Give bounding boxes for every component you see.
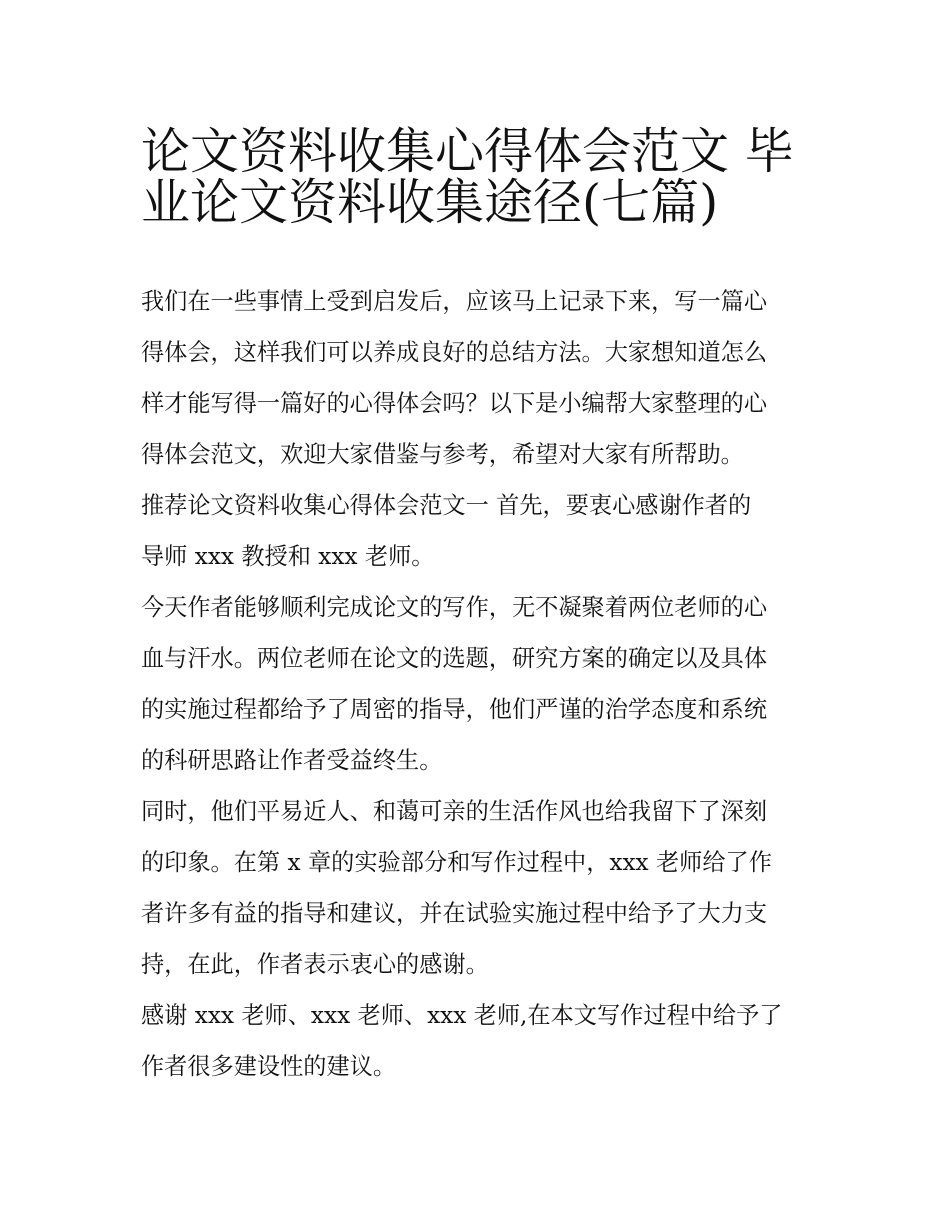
paragraph-line: 推荐论文资料收集心得体会范文一 首先，要衷心感谢作者的	[141, 492, 752, 519]
paragraph-line: 的科研思路让作者受益终生。	[141, 747, 443, 774]
document-body	[141, 276, 812, 1092]
paragraph-line: 得体会，这样我们可以养成良好的总结方法。大家想知道怎么	[141, 339, 768, 366]
paragraph-line: 持，在此，作者表示衷心的感谢。	[141, 951, 489, 978]
paragraph-line: 作者很多建设性的建议。	[141, 1053, 397, 1080]
paragraph-line: 今天作者能够顺利完成论文的写作，无不凝聚着两位老师的心	[141, 594, 768, 621]
paragraph-line: 我们在一些事情上受到启发后，应该马上记录下来，写一篇心	[141, 288, 768, 315]
paragraph-line: 者许多有益的指导和建议，并在试验实施过程中给予了大力支	[141, 900, 768, 927]
paragraph-line: 样才能写得一篇好的心得体会吗？以下是小编帮大家整理的心	[141, 390, 768, 417]
paragraph-intro	[141, 276, 812, 480]
paragraph-thanks-advisors	[141, 582, 812, 786]
paragraph-line: 的实施过程都给予了周密的指导，他们严谨的治学态度和系统	[141, 696, 768, 723]
paragraph-line: 的印象。在第 x 章的实验部分和写作过程中，xxx 老师给了作	[141, 849, 772, 876]
document-title	[141, 112, 812, 276]
paragraph-line: 得体会范文，欢迎大家借鉴与参考，希望对大家有所帮助。	[141, 441, 744, 468]
paragraph-line: 导师 xxx 教授和 xxx 老师。	[141, 543, 435, 570]
paragraph-thanks-teachers	[141, 990, 812, 1092]
paragraph-line: 血与汗水。两位老师在论文的选题，研究方案的确定以及具体	[141, 645, 768, 672]
paragraph-line: 感谢 xxx 老师、xxx 老师、xxx 老师,在本文写作过程中给予了	[141, 1002, 783, 1029]
paragraph-recommend	[141, 480, 812, 582]
title-line-1: 论文资料收集心得体会范文 毕	[141, 123, 794, 180]
paragraph-line: 同时，他们平易近人、和蔼可亲的生活作风也给我留下了深刻	[141, 798, 768, 825]
title-line-2: 业论文资料收集途径(七篇)	[141, 174, 719, 231]
paragraph-impression	[141, 786, 812, 990]
